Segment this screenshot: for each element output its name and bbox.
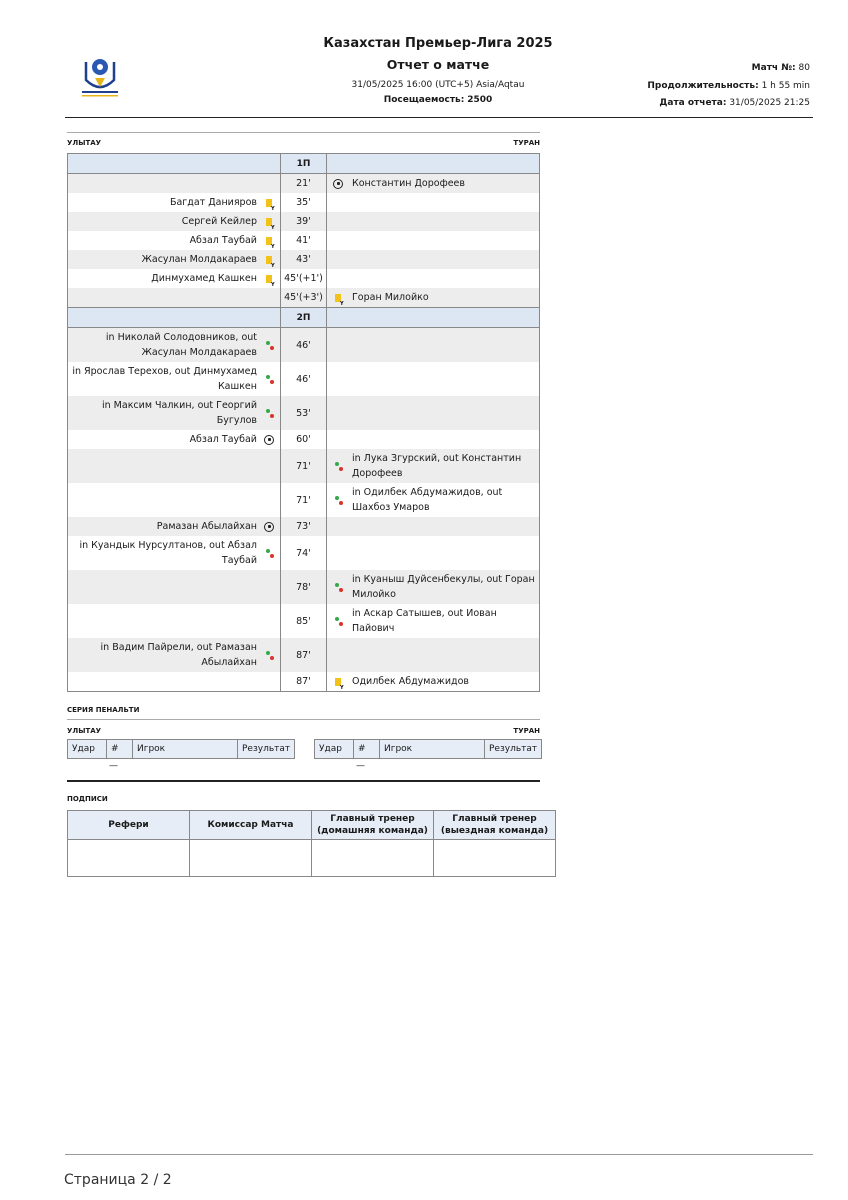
event-minute: 46' xyxy=(280,328,327,362)
away-event-cell xyxy=(327,174,539,193)
substitution-icon xyxy=(331,614,345,628)
penalty-col-number: # xyxy=(107,740,133,759)
penalty-section-label: СЕРИЯ ПЕНАЛЬТИ xyxy=(67,706,140,714)
half-header-row xyxy=(68,307,539,328)
signature-col-away-coach: Главный тренер (выездная команда) xyxy=(434,811,556,840)
goal-icon xyxy=(262,520,276,534)
away-event-cell xyxy=(327,430,539,449)
away-event-text: Константин Дорофеев xyxy=(352,178,465,189)
event-row xyxy=(68,269,539,288)
goal-icon xyxy=(331,177,345,191)
substitution-icon xyxy=(262,546,276,560)
home-event-text: Жасулан Молдакараев xyxy=(141,254,257,265)
attendance-label: Посещаемость: xyxy=(383,95,465,105)
penalty-col-player: Игрок xyxy=(133,740,238,759)
penalty-table-home xyxy=(67,739,295,759)
away-event-cell xyxy=(327,570,539,604)
half-header-row xyxy=(68,154,539,174)
yellow-card-icon xyxy=(262,234,276,248)
event-row xyxy=(68,362,539,396)
event-minute: 87' xyxy=(280,638,327,672)
substitution-icon xyxy=(331,493,345,507)
away-event-cell xyxy=(327,483,539,517)
match-duration-value: 1 h 55 min xyxy=(761,81,810,91)
home-event-cell xyxy=(68,536,280,570)
away-event-text: in Одилбек Абдумажидов, out Шахбоз Умаров xyxy=(352,487,503,513)
event-minute: 39' xyxy=(280,212,327,231)
penalty-col-player: Игрок xyxy=(380,740,485,759)
home-event-cell xyxy=(68,672,280,691)
event-minute: 41' xyxy=(280,231,327,250)
event-row xyxy=(68,174,539,193)
home-event-cell xyxy=(68,604,280,638)
penalty-away-team: ТУРАН xyxy=(513,727,540,735)
away-event-cell xyxy=(327,396,539,430)
match-number-value: 80 xyxy=(798,63,810,73)
event-minute: 74' xyxy=(280,536,327,570)
event-row xyxy=(68,449,539,483)
event-row xyxy=(68,396,539,430)
home-event-cell xyxy=(68,174,280,193)
event-row xyxy=(68,570,539,604)
home-event-text: Абзал Таубай xyxy=(189,434,257,445)
event-row xyxy=(68,483,539,517)
event-minute: 71' xyxy=(280,449,327,483)
attendance xyxy=(300,95,576,105)
page-number: Страница 2 / 2 xyxy=(64,1172,172,1188)
event-minute: 60' xyxy=(280,430,327,449)
event-minute: 43' xyxy=(280,250,327,269)
match-duration xyxy=(647,81,810,91)
event-row xyxy=(68,193,539,212)
penalty-divider xyxy=(67,719,540,720)
event-minute: 53' xyxy=(280,396,327,430)
home-team-name: УЛЫТАУ xyxy=(67,139,102,147)
header-divider xyxy=(65,117,813,118)
event-row xyxy=(68,250,539,269)
event-row xyxy=(68,672,539,691)
away-event-cell xyxy=(327,604,539,638)
away-event-cell xyxy=(327,449,539,483)
signature-box-referee xyxy=(68,840,190,877)
match-number-label: Матч №: xyxy=(751,63,796,73)
event-minute: 45'(+1') xyxy=(280,269,327,288)
away-event-text: in Аскар Сатышев, out Иован Пайович xyxy=(352,608,497,634)
event-minute: 21' xyxy=(280,174,327,193)
away-event-text: in Лука Згурский, out Константин Дорофеев xyxy=(352,453,522,479)
substitution-icon xyxy=(331,459,345,473)
yellow-card-icon xyxy=(331,675,345,689)
match-number xyxy=(752,63,810,73)
yellow-card-icon xyxy=(331,291,345,305)
event-row xyxy=(68,288,539,307)
away-event-text: in Куаныш Дуйсенбекулы, out Горан Милойко xyxy=(352,574,535,600)
event-row xyxy=(68,328,539,362)
event-minute: 45'(+3') xyxy=(280,288,327,307)
signature-col-home-coach: Главный тренер (домашняя команда) xyxy=(312,811,434,840)
home-event-cell xyxy=(68,570,280,604)
event-minute: 78' xyxy=(280,570,327,604)
signature-col-referee: Рефери xyxy=(68,811,190,840)
away-event-cell xyxy=(327,536,539,570)
report-date-value: 31/05/2025 21:25 xyxy=(729,98,810,108)
away-event-cell xyxy=(327,250,539,269)
half-label: 1П xyxy=(280,154,327,173)
substitution-icon xyxy=(262,648,276,662)
penalty-col-result: Результат xyxy=(238,740,295,759)
goal-icon xyxy=(262,433,276,447)
events-table xyxy=(67,153,540,692)
report-title: Казахстан Премьер-Лига 2025 xyxy=(323,36,553,51)
yellow-card-icon xyxy=(262,215,276,229)
home-event-cell xyxy=(68,212,280,231)
away-event-text: Одилбек Абдумажидов xyxy=(352,676,470,687)
away-event-cell xyxy=(327,328,539,362)
home-event-cell xyxy=(68,250,280,269)
event-row xyxy=(68,536,539,570)
home-event-text: in Куандык Нурсултанов, out Абзал Таубай xyxy=(79,540,257,566)
substitution-icon xyxy=(262,338,276,352)
away-event-cell xyxy=(327,517,539,536)
event-minute: 73' xyxy=(280,517,327,536)
signature-box-away-coach xyxy=(434,840,556,877)
home-event-text: Рамазан Абылайхан xyxy=(156,521,257,532)
report-date xyxy=(659,98,810,108)
penalty-table-away xyxy=(314,739,542,759)
home-event-text: Динмухамед Кашкен xyxy=(151,273,257,284)
home-event-text: in Максим Чалкин, out Георгий Бугулов xyxy=(102,400,257,426)
substitution-icon xyxy=(262,372,276,386)
home-event-text: Абзал Таубай xyxy=(189,235,257,246)
penalty-col-shot: Удар xyxy=(315,740,354,759)
home-event-cell xyxy=(68,483,280,517)
penalty-col-result: Результат xyxy=(485,740,542,759)
signature-box-commissioner xyxy=(190,840,312,877)
away-team-name: ТУРАН xyxy=(513,139,540,147)
home-event-cell xyxy=(68,328,280,362)
footer-divider xyxy=(65,1154,813,1155)
away-event-cell xyxy=(327,231,539,250)
signature-col-commissioner: Комиссар Матча xyxy=(190,811,312,840)
event-minute: 87' xyxy=(280,672,327,691)
signatures-section-label: ПОДПИСИ xyxy=(67,795,108,803)
penalty-home-team: УЛЫТАУ xyxy=(67,727,102,735)
penalty-bottom-divider xyxy=(67,780,540,782)
event-row xyxy=(68,517,539,536)
home-event-cell xyxy=(68,269,280,288)
away-event-cell xyxy=(327,269,539,288)
home-event-cell xyxy=(68,231,280,250)
substitution-icon xyxy=(331,580,345,594)
signatures-table xyxy=(67,810,556,877)
yellow-card-icon xyxy=(262,196,276,210)
home-event-text: in Вадим Пайрели, out Рамазан Абылайхан xyxy=(100,642,257,668)
substitution-icon xyxy=(262,406,276,420)
home-event-cell xyxy=(68,193,280,212)
half-label: 2П xyxy=(280,308,327,327)
event-minute: 85' xyxy=(280,604,327,638)
league-logo xyxy=(78,54,122,100)
event-row xyxy=(68,231,539,250)
event-row xyxy=(68,212,539,231)
home-event-text: Багдат Данияров xyxy=(169,197,257,208)
home-event-text: in Николай Солодовников, out Жасулан Молдакараев xyxy=(105,332,257,358)
home-event-cell xyxy=(68,449,280,483)
event-row xyxy=(68,604,539,638)
attendance-value: 2500 xyxy=(467,95,493,105)
home-event-text: Сергей Кейлер xyxy=(181,216,257,227)
yellow-card-icon xyxy=(262,253,276,267)
away-event-cell xyxy=(327,288,539,307)
away-event-cell xyxy=(327,212,539,231)
home-event-cell xyxy=(68,430,280,449)
away-event-cell xyxy=(327,193,539,212)
home-event-cell xyxy=(68,638,280,672)
yellow-card-icon xyxy=(262,272,276,286)
events-divider xyxy=(67,132,540,133)
home-event-cell xyxy=(68,362,280,396)
event-minute: 71' xyxy=(280,483,327,517)
match-duration-label: Продолжительность: xyxy=(647,81,759,91)
report-subtitle: Отчет о матче xyxy=(386,57,490,72)
report-date-label: Дата отчета: xyxy=(659,98,727,108)
away-event-cell xyxy=(327,362,539,396)
penalty-col-shot: Удар xyxy=(68,740,107,759)
penalty-away-empty: — xyxy=(356,761,365,771)
away-event-text: Горан Милойко xyxy=(352,292,429,303)
signature-box-home-coach xyxy=(312,840,434,877)
penalty-home-empty: — xyxy=(109,761,118,771)
event-minute: 35' xyxy=(280,193,327,212)
event-row xyxy=(68,638,539,672)
home-event-cell xyxy=(68,396,280,430)
event-row xyxy=(68,430,539,449)
match-datetime: 31/05/2025 16:00 (UTC+5) Asia/Aqtau xyxy=(351,80,525,90)
event-minute: 46' xyxy=(280,362,327,396)
home-event-text: in Ярослав Терехов, out Динмухамед Кашкен xyxy=(72,366,257,392)
home-event-cell xyxy=(68,288,280,307)
away-event-cell xyxy=(327,638,539,672)
away-event-cell xyxy=(327,672,539,691)
penalty-col-number: # xyxy=(354,740,380,759)
home-event-cell xyxy=(68,517,280,536)
